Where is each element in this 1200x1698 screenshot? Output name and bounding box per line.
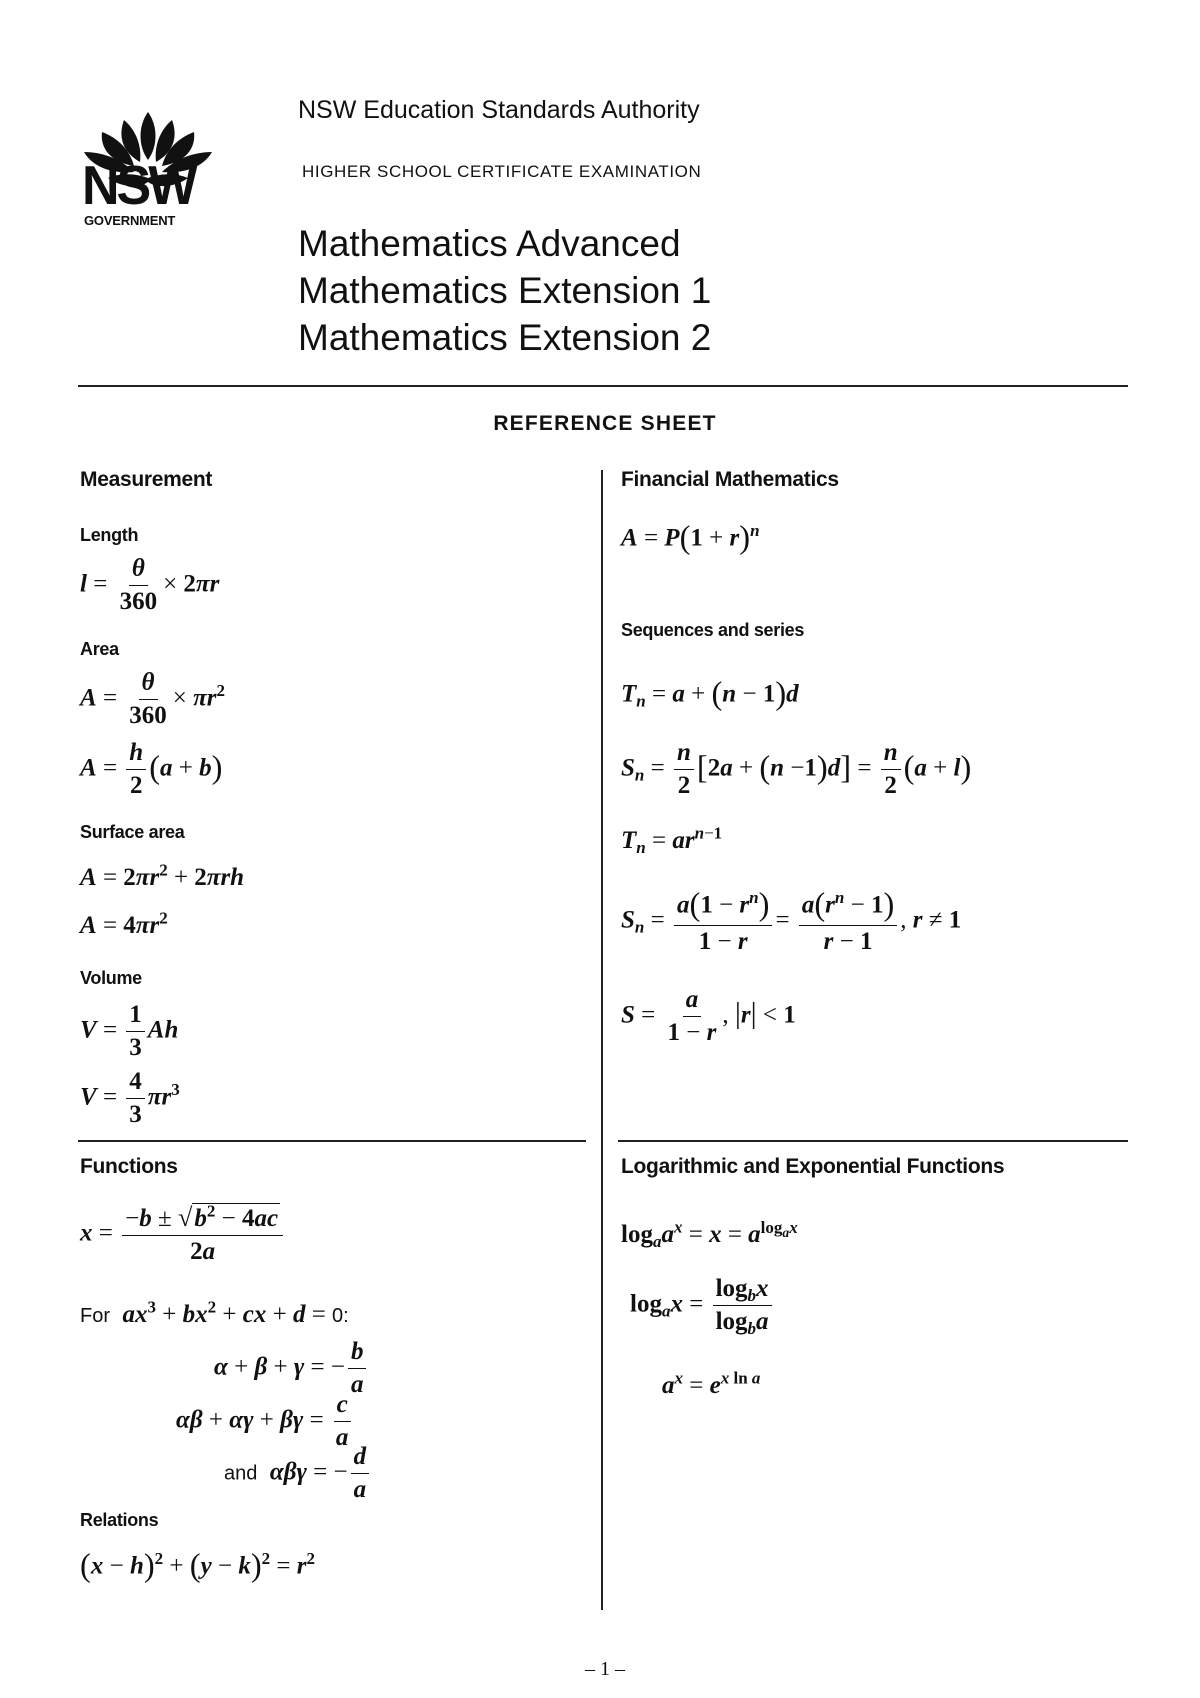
- subheading-volume: Volume: [80, 968, 142, 988]
- course-titles: [298, 220, 711, 361]
- section-heading-measurement: Measurement: [80, 468, 213, 491]
- formula-geometric-sum: $S_n$ = $\frac{a(1 - r^n)}{1 - r}$ = $\frac{a(r^n - 1)}{r - 1}$ , r ≠ 1: [621, 887, 962, 956]
- formula-sector-area: A = $\frac{\theta}{360}$ × $\pi r^2$: [80, 669, 226, 730]
- formula-trapezium-area: A = $\frac{h}{2}$ (a + b): [80, 739, 223, 800]
- reference-sheet-title: REFERENCE SHEET: [493, 412, 717, 435]
- formula-circle: $(x - h)^2 + (y - k)^2 = r^2$: [80, 1548, 315, 1584]
- label-and: and: [224, 1462, 258, 1485]
- exam-title: HIGHER SCHOOL CERTIFICATE EXAMINATION: [302, 162, 702, 181]
- formula-pair-products: αβ + αγ + βγ = $\frac{c}{a}$: [176, 1392, 354, 1452]
- formula-cylinder-surface-area: $A = 2\pi r^2 + 2\pi rh$: [80, 860, 245, 891]
- formula-pyramid-volume: V = $\frac{1}{3}$ Ah: [80, 1001, 179, 1062]
- subheading-area: Area: [80, 639, 119, 659]
- subheading-length: Length: [80, 525, 139, 545]
- page-number: – 1 –: [585, 1658, 625, 1680]
- column-divider: [601, 470, 603, 1610]
- formula-arithmetic-term: $T_n = a + (n - 1)d$: [621, 676, 799, 712]
- section-heading-financial: Financial Mathematics: [621, 468, 839, 491]
- section-heading-logarithmic: Logarithmic and Exponential Functions: [621, 1155, 1005, 1178]
- nsw-logo-government: GOVERNMENT: [84, 213, 176, 228]
- formula-product-of-roots: and αβγ = − $\frac{d}{a}$: [224, 1444, 372, 1504]
- formula-sphere-volume: V = $\frac{4}{3}$ $\pi r^3$: [80, 1068, 180, 1129]
- formula-log-identity: $\log_aa^x = x = a^{log_ax}$: [621, 1217, 798, 1252]
- formula-geometric-infinite-sum: S = $\frac{a}{1 - r}$ , |r| < 1: [621, 986, 796, 1047]
- label-for: For: [80, 1305, 110, 1327]
- nsw-logo-wordmark: NSW: [82, 155, 195, 217]
- course-title: Mathematics Extension 2: [298, 317, 712, 358]
- formula-arithmetic-sum: $S_n$ = $\frac{n}{2}$ [2a + (n −1)d] = $\frac{n}{2}$ (a + l): [621, 739, 972, 800]
- subheading-relations: Relations: [80, 1510, 159, 1530]
- formula-cubic: For $ax^3 + bx^2$ + cx + d = 0:: [80, 1297, 349, 1328]
- formula-exponential: $a^x = e^{x ln a}$: [662, 1368, 761, 1399]
- formula-sphere-surface-area: $A = 4\pi r^2$: [80, 908, 168, 939]
- formula-geometric-term: $T_n = ar^{n-1}$: [621, 823, 723, 858]
- authority-name: NSW Education Standards Authority: [298, 96, 700, 124]
- course-title: Mathematics Advanced: [298, 223, 681, 264]
- right-section-divider: [618, 1140, 1128, 1142]
- header-divider: [78, 385, 1128, 387]
- left-section-divider: [78, 1140, 586, 1142]
- formula-change-of-base: $\log_ax$ = $\frac{\log_bx}{\log_ba}$: [630, 1276, 775, 1336]
- subheading-surface-area: Surface area: [80, 822, 185, 842]
- subheading-sequences: Sequences and series: [621, 620, 805, 640]
- section-heading-functions: Functions: [80, 1155, 178, 1178]
- formula-quadratic: x = $\frac{-b \pm √b^2 - 4ac}{2a}$: [80, 1204, 286, 1266]
- formula-arc-length: l = $\frac{\theta}{360}$ × 2πr: [80, 555, 220, 616]
- formula-sum-of-roots: α + β + γ = − $\frac{b}{a}$: [214, 1339, 369, 1399]
- course-title: Mathematics Extension 1: [298, 270, 712, 311]
- formula-compound-interest: $A = P(1 + r)^n$: [621, 520, 760, 556]
